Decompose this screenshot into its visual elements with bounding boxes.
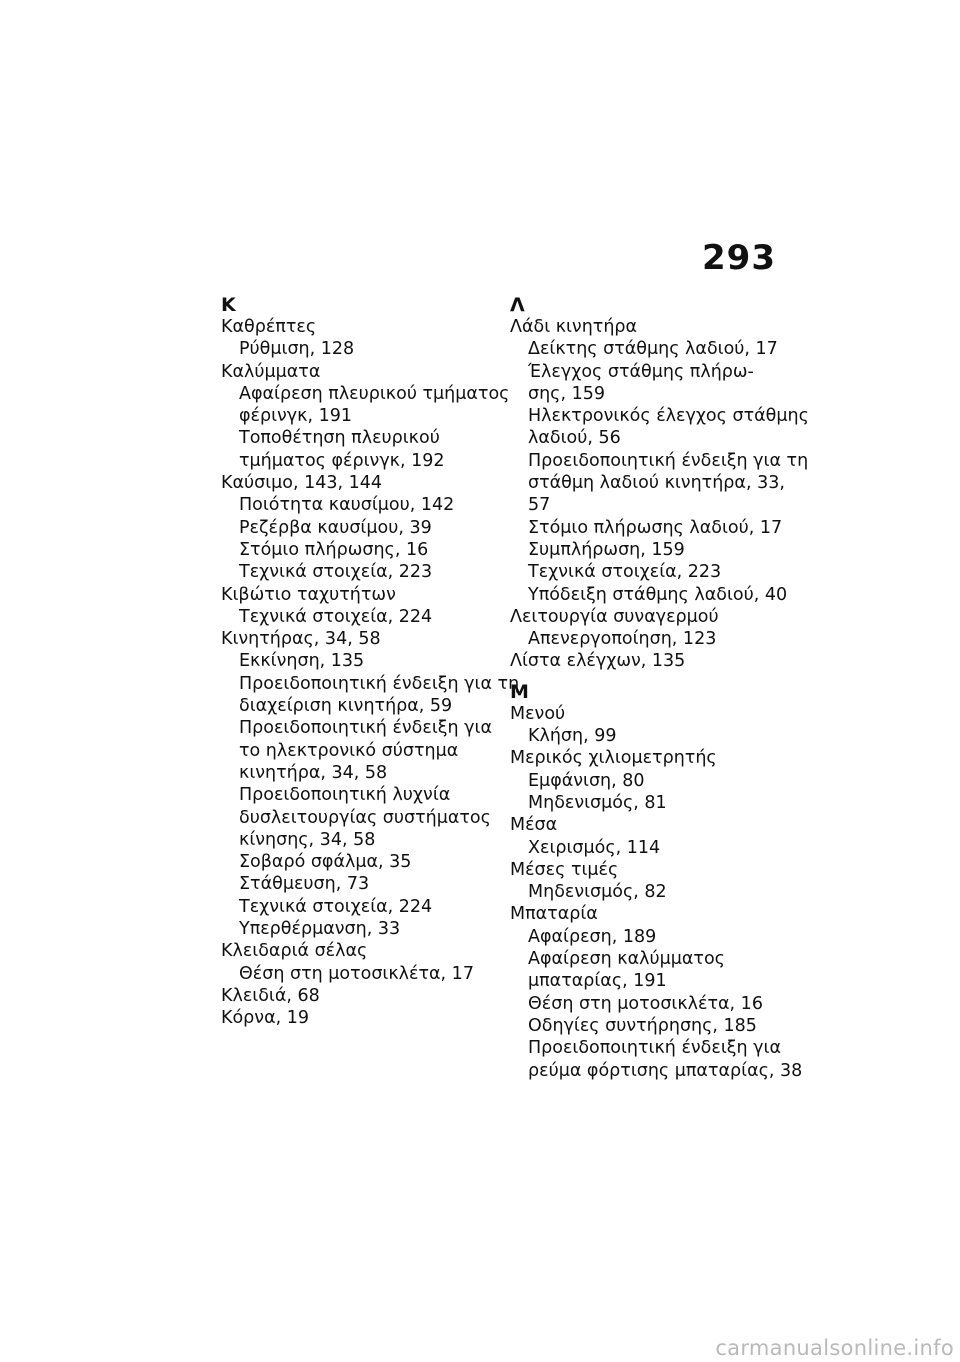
- index-subentry: Εκκίνηση, 135: [239, 651, 365, 672]
- index-subentry: Στόμιο πλήρωσης λαδιού, 17: [528, 517, 783, 538]
- watermark: carmanualsonline.info: [715, 1336, 954, 1360]
- index-entry: Καύσιμο, 143, 144: [221, 473, 383, 494]
- index-subentry: σης, 159: [528, 383, 605, 404]
- index-entry: Καλύμματα: [221, 361, 321, 382]
- index-subentry: Τεχνικά στοιχεία, 223: [528, 562, 722, 583]
- index-subentry: Ρεζέρβα καυσίμου, 39: [239, 517, 432, 538]
- index-subentry: Ηλεκτρονικός έλεγχος στάθμης: [528, 406, 809, 427]
- index-subentry: κινητήρα, 34, 58: [239, 762, 388, 783]
- index-subentry: Μηδενισμός, 82: [528, 882, 667, 903]
- index-subentry: Εμφάνιση, 80: [528, 770, 645, 791]
- index-subentry: το ηλεκτρονικό σύστημα: [239, 740, 459, 761]
- index-entry: Μπαταρία: [510, 904, 598, 925]
- index-list-l: [510, 316, 809, 673]
- index-subentry: Απενεργοποίηση, 123: [528, 629, 717, 650]
- index-subentry: μπαταρίας, 191: [528, 971, 667, 992]
- index-subentry: ρεύμα φόρτισης μπαταρίας, 38: [528, 1060, 803, 1081]
- index-entry: Λάδι κινητήρα: [510, 317, 638, 337]
- section-letter-k: K: [221, 294, 236, 316]
- index-subentry: Οδηγίες συντήρησης, 185: [528, 1015, 757, 1036]
- index-subentry: Αφαίρεση, 189: [528, 926, 657, 947]
- index-subentry: Συμπλήρωση, 159: [528, 539, 685, 560]
- index-subentry: Υπόδειξη στάθμης λαδιού, 40: [528, 584, 788, 605]
- index-list-m: [510, 703, 803, 1082]
- index-entry: Μενού: [510, 703, 566, 724]
- index-subentry: διαχείριση κινητήρα, 59: [239, 696, 453, 717]
- index-subentry: Τεχνικά στοιχεία, 224: [239, 896, 433, 917]
- index-subentry: στάθμη λαδιού κινητήρα, 33,: [528, 473, 785, 494]
- index-subentry: δυσλειτουργίας συστήματος: [239, 807, 491, 828]
- index-subentry: Τεχνικά στοιχεία, 223: [239, 562, 433, 583]
- index-subentry: Μηδενισμός, 81: [528, 792, 667, 813]
- index-subentry: Στόμιο πλήρωσης, 16: [239, 539, 429, 560]
- index-subentry: Αφαίρεση πλευρικού τμήματος: [239, 383, 510, 404]
- index-subentry: Ποιότητα καυσίμου, 142: [239, 495, 455, 516]
- index-subentry: Προειδοποιητική λυχνία: [239, 785, 451, 806]
- index-subentry: Προειδοποιητική ένδειξη για: [528, 1038, 781, 1059]
- index-entry: Μέσα: [510, 815, 558, 836]
- index-subentry: Θέση στη μοτοσικλέτα, 16: [528, 993, 763, 1014]
- section-letter-m: M: [510, 680, 529, 703]
- index-subentry: Κλήση, 99: [528, 726, 617, 747]
- index-entry: Καθρέπτες: [221, 317, 317, 337]
- index-subentry: Τοποθέτηση πλευρικού: [239, 428, 440, 449]
- index-entry: Κιβώτιο ταχυτήτων: [221, 584, 396, 605]
- index-subentry: Στάθμευση, 73: [239, 874, 370, 895]
- index-entry: Κινητήρας, 34, 58: [221, 629, 381, 650]
- index-list-k: [221, 316, 520, 1030]
- index-subentry: Προειδοποιητική ένδειξη για: [239, 718, 492, 739]
- index-subentry: 57: [528, 495, 551, 516]
- index-subentry: τμήματος φέρινγκ, 192: [239, 450, 445, 471]
- index-subentry: φέρινγκ, 191: [239, 406, 353, 427]
- index-subentry: λαδιού, 56: [528, 428, 621, 449]
- page-number: 293: [702, 238, 776, 278]
- index-subentry: Θέση στη μοτοσικλέτα, 17: [239, 963, 474, 984]
- index-subentry: Έλεγχος στάθμης πλήρω-: [528, 361, 754, 382]
- index-subentry: Προειδοποιητική ένδειξη για τη: [528, 450, 809, 471]
- index-subentry: κίνησης, 34, 58: [239, 829, 376, 850]
- section-letter-l: Λ: [510, 294, 525, 316]
- index-entry: Κλειδιά, 68: [221, 985, 320, 1006]
- index-subentry: Σοβαρό σφάλμα, 35: [239, 852, 412, 873]
- index-subentry: Προειδοποιητική ένδειξη για τη: [239, 673, 520, 694]
- index-entry: Λίστα ελέγχων, 135: [510, 651, 686, 672]
- index-subentry: Αφαίρεση καλύμματος: [528, 949, 725, 970]
- index-entry: Μέσες τιμές: [510, 859, 619, 880]
- index-subentry: Δείκτης στάθμης λαδιού, 17: [528, 339, 778, 360]
- index-column-right: [510, 294, 809, 1082]
- index-subentry: Ρύθμιση, 128: [239, 339, 355, 360]
- index-subentry: Υπερθέρμανση, 33: [239, 919, 401, 940]
- index-entry: Κλειδαριά σέλας: [221, 941, 368, 962]
- index-entry: Λειτουργία συναγερμού: [510, 606, 719, 627]
- index-entry: Κόρνα, 19: [221, 1008, 309, 1029]
- index-entry: Μερικός χιλιομετρητής: [510, 748, 717, 769]
- index-subentry: Τεχνικά στοιχεία, 224: [239, 606, 433, 627]
- index-subentry: Χειρισμός, 114: [528, 837, 661, 858]
- index-column-left: [221, 294, 520, 1030]
